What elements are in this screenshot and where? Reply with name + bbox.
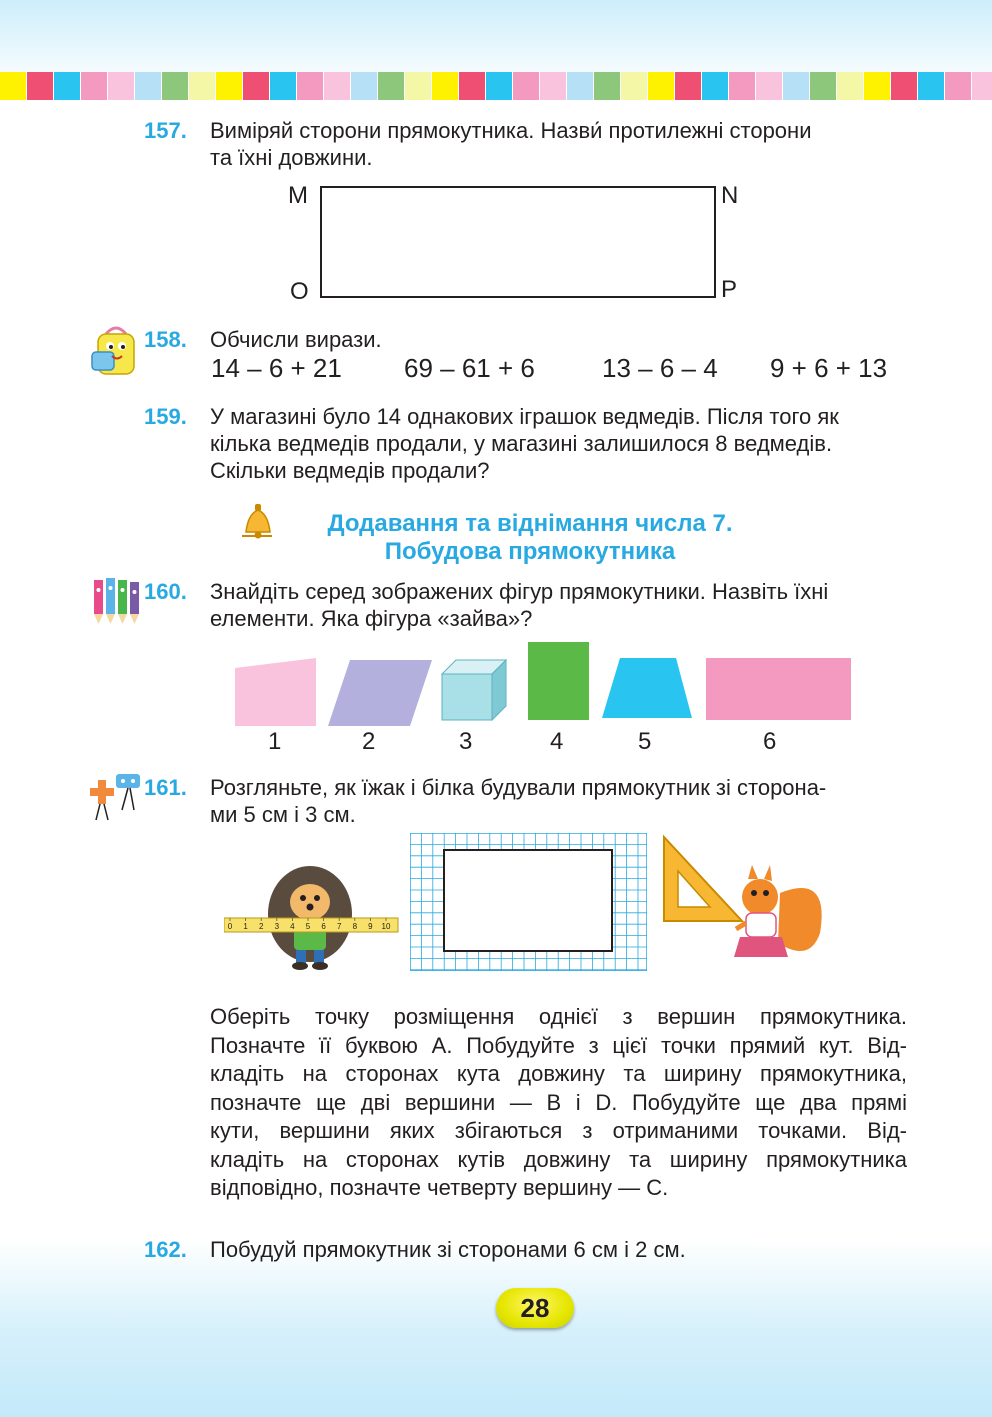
- stripe-square: [243, 72, 269, 100]
- math-symbols-icon: [86, 770, 144, 824]
- stripe-square: [918, 72, 944, 100]
- stripe-square: [945, 72, 971, 100]
- task-number-160: 160.: [144, 579, 187, 604]
- stripe-square: [756, 72, 782, 100]
- stripe-square: [162, 72, 188, 100]
- figure-5-trapezoid: [602, 658, 692, 718]
- figure-4-rectangle: [528, 642, 589, 720]
- task-159-text: У магазині було 14 однакових іграшок ведмедів. Після того як кілька ведмедів продали, у магазині залишилося 8 ведмедів. Скільки ведмедів продали?: [210, 404, 839, 483]
- task-162-text: Побудуй прямокутник зі сторонами 6 см і 2 см.: [210, 1237, 686, 1262]
- vertex-n-label: N: [721, 182, 739, 209]
- vertex-o-label: O: [290, 278, 309, 305]
- task-158-text: Обчисли вирази.: [210, 327, 382, 352]
- ruler-tick-label: 7: [336, 922, 342, 931]
- pencils-icon: [88, 574, 144, 626]
- stripe-square: [459, 72, 485, 100]
- stripe-square: [270, 72, 296, 100]
- stripe-square: [54, 72, 80, 100]
- stripe-square: [81, 72, 107, 100]
- figure-1-quadrilateral: [235, 658, 316, 726]
- expression-4: 9 + 6 + 13: [770, 353, 888, 383]
- stripe-square: [594, 72, 620, 100]
- figure-3-cube: [442, 660, 506, 720]
- backpack-icon: [88, 322, 144, 378]
- figure-6-rectangle: [706, 658, 851, 720]
- squirrel-illustration: [734, 865, 822, 957]
- grid-drawing: [410, 833, 647, 971]
- task-number-158: 158.: [144, 327, 187, 352]
- ruler-tick-label: 2: [258, 922, 264, 931]
- stripe-square: [891, 72, 917, 100]
- stripe-square: [351, 72, 377, 100]
- ruler-tick-label: 10: [381, 922, 391, 931]
- ruler-tick-label: 0: [227, 922, 233, 931]
- vertex-p-label: P: [721, 276, 738, 303]
- task-161-text: Розгляньте, як їжак і білка будували прямокутник зі сторона- ми 5 см і 3 см.: [210, 775, 827, 827]
- stripe-square: [486, 72, 512, 100]
- ruler-tick-label: 5: [305, 922, 311, 931]
- expression-1: 14 – 6 + 21: [211, 353, 342, 383]
- stripe-square: [135, 72, 161, 100]
- task-161-paragraph: Оберіть точку розміщення однієї з вершин прямокутника. Позначте її буквою А. Побудуйте з цієї точки прямий кут. Від- кладіть на сторонах кута довжину та ширину прямокутника, позначте ще дві вершини — В і D. Побудуйте ще два прямі кути, вершини яких збігаються з отриманими точками. Від- кладіть на сторонах кутів довжину та ширину прямокутника відповідно, позначте четверту вершину — С.: [210, 1004, 907, 1200]
- stripe-square: [108, 72, 134, 100]
- stripe-square: [540, 72, 566, 100]
- figure-label-6: 6: [763, 728, 777, 755]
- figure-label-3: 3: [459, 728, 473, 755]
- set-square-icon: [664, 837, 742, 921]
- stripe-square: [621, 72, 647, 100]
- task-157-text: Виміряй сторони прямокутника. Назви́ протилежні сторони та їхні довжини.: [210, 118, 812, 170]
- task-number-159: 159.: [144, 404, 187, 429]
- figure-label-5: 5: [638, 728, 652, 755]
- figures-group: [230, 640, 860, 728]
- stripe-square: [189, 72, 215, 100]
- figure-label-1: 1: [268, 728, 282, 755]
- ruler-tick-label: 3: [274, 922, 280, 931]
- drawn-rectangle: [444, 850, 612, 951]
- stripe-square: [27, 72, 53, 100]
- stripe-square: [810, 72, 836, 100]
- figure-label-2: 2: [362, 728, 376, 755]
- task-160-text: Знайдіть серед зображених фігур прямокутники. Назвіть їхні елементи. Яка фігура «зайва»?: [210, 579, 829, 631]
- stripe-square: [972, 72, 992, 100]
- stripe-square: [783, 72, 809, 100]
- vertex-m-label: M: [288, 182, 308, 209]
- stripe-square: [567, 72, 593, 100]
- ruler-tick-label: 4: [290, 922, 295, 931]
- ruler-tick-label: 9: [368, 922, 373, 931]
- expression-3: 13 – 6 – 4: [602, 353, 718, 383]
- stripe-square: [405, 72, 431, 100]
- ruler-tick-label: 8: [352, 922, 358, 931]
- stripe-square: [675, 72, 701, 100]
- page-number: 28: [496, 1288, 574, 1328]
- section-title-line2: Побудова прямокутника: [384, 538, 676, 565]
- stripe-square: [864, 72, 890, 100]
- ruler-tick-label: 6: [321, 922, 326, 931]
- expression-2: 69 – 61 + 6: [404, 353, 535, 383]
- figure-label-4: 4: [550, 728, 564, 755]
- stripe-square: [513, 72, 539, 100]
- stripe-square: [324, 72, 350, 100]
- stripe-square: [648, 72, 674, 100]
- stripe-square: [702, 72, 728, 100]
- stripe-square: [0, 72, 26, 100]
- ruler-scale: [224, 918, 400, 932]
- rectangle-mnpo: [320, 186, 716, 298]
- stripe-square: [378, 72, 404, 100]
- task-number-162: 162.: [144, 1237, 187, 1262]
- task-number-161: 161.: [144, 775, 187, 800]
- decorative-stripe: [0, 72, 992, 100]
- task-number-157: 157.: [144, 118, 187, 143]
- stripe-square: [432, 72, 458, 100]
- stripe-square: [216, 72, 242, 100]
- stripe-square: [729, 72, 755, 100]
- stripe-square: [297, 72, 323, 100]
- section-title-line1: Додавання та віднімання числа 7.: [327, 510, 733, 537]
- stripe-square: [837, 72, 863, 100]
- squirrel-with-set-square: [660, 833, 835, 973]
- figure-2-parallelogram: [328, 660, 432, 726]
- ruler-tick-label: 1: [243, 922, 248, 931]
